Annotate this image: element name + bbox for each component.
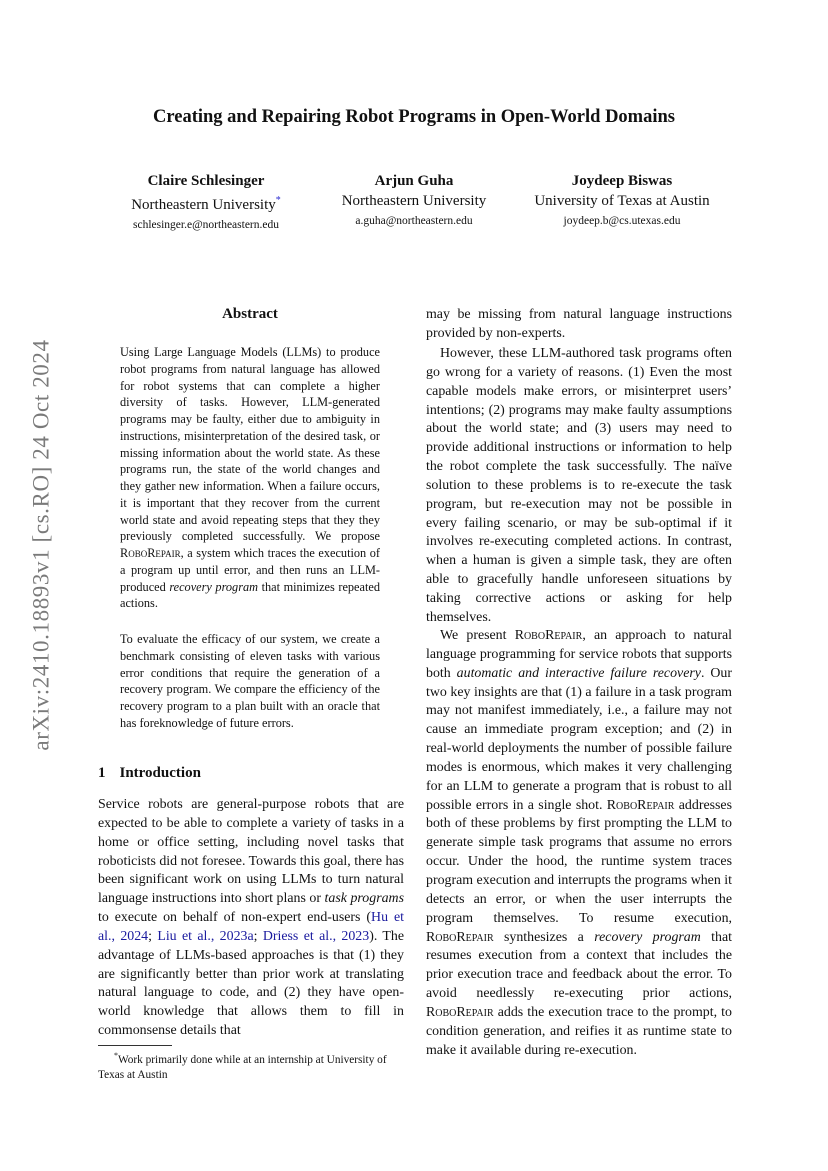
author-block-1 <box>110 171 302 234</box>
author-block-2 <box>322 171 506 230</box>
section-number: 1 <box>98 765 106 781</box>
author-block-3 <box>518 171 726 230</box>
author-affiliation: University of Texas at Austin <box>534 193 710 209</box>
author-affiliation: Northeastern University* <box>131 195 281 213</box>
arxiv-identifier: arXiv:2410.18893v1 [cs.RO] 24 Oct 2024 <box>29 339 55 751</box>
author-email: a.guha@northeastern.edu <box>355 215 473 227</box>
author-name: Arjun Guha <box>374 173 454 189</box>
citation-link[interactable]: Hu et al., 2024 <box>98 910 404 944</box>
system-name: RoboRepair <box>514 628 583 643</box>
intro-paragraph: Service robots are general-purpose robots that are expected to be able to complete a variety of tasks in a home or office setting, including novel tasks that roboticists did not foresee. Towards this goal, there has been significant work on using LLMs to turn natural language instructions into short plans or task programs to execute on behalf of non-expert end-users (Hu et al., 2024; Liu et al., 2023a; Driess et al., 2023). The advantage of LLMs-based approaches is that (1) they are significantly better than prior work at translating natural language to code, and (2) they have open-world knowledge that allows them to fill in commonsense details that <box>98 797 404 1039</box>
abstract-heading: Abstract <box>222 306 278 322</box>
section-title: Introduction <box>119 765 201 781</box>
author-email: joydeep.b@cs.utexas.edu <box>563 215 681 227</box>
section-heading <box>98 765 201 782</box>
system-name: RoboRepair <box>606 797 675 813</box>
author-name: Joydeep Biswas <box>571 173 673 189</box>
arxiv-stamp <box>22 225 62 865</box>
system-name: RoboRepair <box>426 1004 494 1020</box>
intro-paragraph: We present RoboRepair, an approach to natural language programming for service robots that supports both automatic and interactive failure recovery. Our two key insights are that (1) a failure in a task program may not manifest immediately, i.e., a failure may not cause an immediate program exception; and (2) in real-world deployments the number of possible failure modes is enormous, which makes it very challenging for an LLM to generate a program that is robust to all possible errors in a single shot. RoboRepair addresses both of these problems by first prompting the LLM to generate simple task programs that assume no errors occur. Under the hood, the runtime system traces program execution and interrupts the programs when it detects an error, or when the user interrupts the program themselves. To resume execution, RoboRepair synthesizes a recovery program that resumes execution from a context that includes the prior execution trace and feedback about the error. To avoid needlessly re-executing prior actions, RoboRepair adds the execution trace to the prompt, to condition generation, and reifies it as runtime state to make it available during re-execution. <box>426 628 732 1058</box>
footnote-marker[interactable]: * <box>275 195 281 206</box>
footnote: *Work primarily done while at an internship at University of Texas at Austin <box>98 1051 387 1081</box>
author-name: Claire Schlesinger <box>147 173 265 189</box>
intro-paragraph: However, these LLM-authored task programs often go wrong for a variety of reasons. (1) Even the most capable models make errors, or misinterpret users’ intentions; (2) programs may make faulty assumptions about the world state; and (3) users may need to provide additional instructions or information to help the robot complete the task successfully. The naïve solution to these problems is to re-execute the task program, but re-execution may not be possible in every failing scenario, or may be sub-optimal if it involves re-executing completed actions. In contrast, when a human is given a simple task, they are often able to gracefully handle unforeseen situations by taking corrective actions or asking for help themselves. <box>426 346 732 625</box>
system-name: RoboRepair <box>426 929 494 945</box>
system-name: RoboRepair <box>120 546 181 560</box>
abstract-paragraph-2: To evaluate the efficacy of our system, we create a benchmark consisting of eleven tasks with various error conditions that require the generation of a recovery program. We compare the efficiency of the recovery program to a plan built with an oracle that has foreknowledge of future errors. <box>120 632 380 730</box>
intro-continuation: may be missing from natural language instructions provided by non-experts. <box>426 307 732 341</box>
citation-link[interactable]: Driess et al., 2023 <box>262 928 370 944</box>
paper-title: Creating and Repairing Robot Programs in Open-World Domains <box>153 107 675 127</box>
footnote-rule <box>98 1045 172 1046</box>
author-email: schlesinger.e@northeastern.edu <box>133 219 279 231</box>
author-affiliation: Northeastern University <box>341 193 487 209</box>
abstract-paragraph-1: Using Large Language Models (LLMs) to produce robot programs from natural language has allowed for robot systems that can complete a higher diversity of tasks. However, LLM-generated programs may be faulty, either due to ambiguity in instructions, misinterpretation of the desired task, or missing information about the world state. As these programs run, the state of the world changes and they gather new information. When a failure occurs, it is important that they recover from the current world state and avoid repeating steps that they they previously completed successfully. We propose RoboRepair, a system which traces the execution of a program up until error, and then runs an LLM-produced recovery program that minimizes repeated actions. <box>120 345 380 611</box>
citation-link[interactable]: Liu et al., 2023a <box>157 928 254 944</box>
